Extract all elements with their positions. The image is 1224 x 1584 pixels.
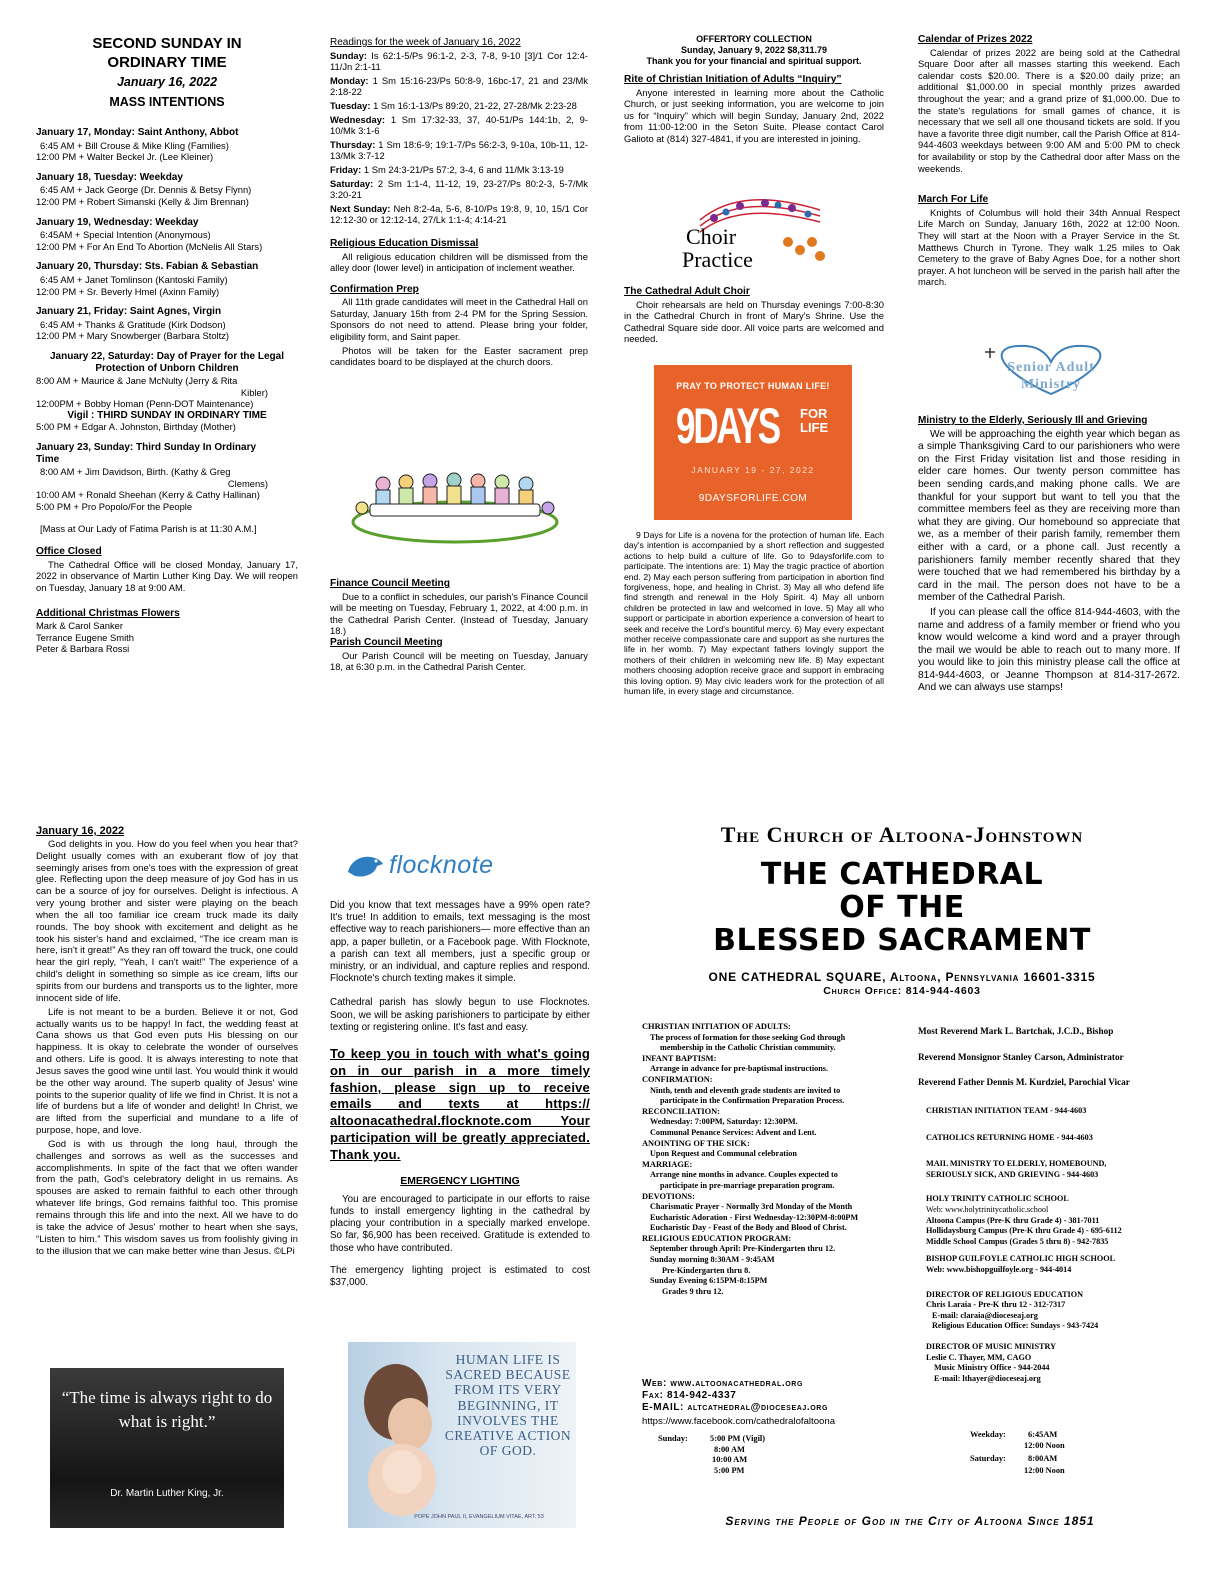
mass-day: January 19, Wednesday: Weekday 6:45AM + Special Intention (Anonymous) 12:00 PM + For An End To Abortion (McNelis All Stars) <box>36 216 263 252</box>
nine-days-url: 9DAYSFORLIFE.COM <box>698 493 808 504</box>
cathedral-title: BLESSED SACRAMENT <box>713 923 1091 958</box>
reflection-paragraph: Life is not meant to be a burden. Believe it or not, God actually wants us to be happy! In fact, the wedding feast at Cana shows us that God even puts His blessing on our happiness. It is okay to celebrate the wonder of ourselves and others. Life is good. It is always interesting to note that Jesus saves the good wine until last. You would think it would be the other way around. The superb quality of Jesus' wine points to the superior quality of life we find in Christ. It is not a life of burdens but a life of wonder and delight! In Christ, we are lifted from the superficial and mundane to a life of purpose, hope, and love. <box>36 1006 298 1137</box>
calendar-prizes-text: Calendar of prizes 2022 are being sold at the Cathedral Square Door after all masses starting this weekend. Each calendar costs $20.00. There is a $20.00 daily prize; an additional $1,000.00 in special monthly prizes awarded throughout the year; and a grand prize of $1,000.00. Due to the state's regulations for small games of chance, it is necessary that we sell all one thousand tickets are sold. If you have a favorite three digit number, call the Parish Office at 814-944-4603 weekdays between 9:00 AM and 5:00 PM to check for availability or stop by the Cathedral door after Mass on the weekends. <box>918 46 1180 174</box>
bird-icon <box>345 850 385 880</box>
adult-choir-text: Choir rehearsals are held on Thursday evenings 7:00-8:30 in the Cathedral Church in front of Mary's Shrine. Use the Cathedral Square side door. All voice parts are welcomed and needed. <box>624 298 884 345</box>
emergency-lighting-text: You are encouraged to participate in our efforts to raise funds to install emergency lighting in the cathedral by placing your contribution in a specially marked envelope. So far, $6,900 has been received. Gratitude is extended to those who have contributed. <box>330 1193 590 1254</box>
page-date: January 16, 2022 <box>116 75 218 89</box>
flocknote-text: Cathedral parish has slowly begun to use Flocknotes. Soon, we will be asking parishioners to participate by either texting or registering online. It's fast and easy. <box>330 997 590 1033</box>
holy-trinity-web-link[interactable]: Web: www.holytrinitycatholic.school <box>926 1204 1049 1214</box>
meeting-table-illustration <box>348 470 562 546</box>
offertory-amount: Sunday, January 9, 2022 $8,311.79 <box>681 45 827 55</box>
human-life-citation: POPE JOHN PAUL II, EVANGELIUM VITAE, ART. 53 <box>414 1514 544 1520</box>
fax-number: Fax: 814-942-4337 <box>642 1390 737 1401</box>
reading: Thursday: 1 Sm 18:6-9; 19:1-7/Ps 56:2-3, 9-10a, 10b-11, 12-13/Mk 3:7-12 <box>330 138 589 162</box>
nine-days-title: 9DAYS <box>676 398 779 454</box>
mass-intentions-column <box>36 34 298 655</box>
ministry-column <box>918 415 1180 697</box>
nine-days-for-life-banner <box>654 365 852 520</box>
offertory-thanks: Thank you for your financial and spiritual support. <box>646 56 862 66</box>
confirmation-heading: Confirmation Prep <box>330 283 419 295</box>
reflection-column <box>36 826 298 1259</box>
adult-choir-heading: The Cathedral Adult Choir <box>624 286 750 297</box>
flocknote-signup: To keep you in touch with what's going on in our parish in a more timely fashion, please sign up to receive emails and texts at https:// altoonacathedral.flocknote.com Your participation will be greatly appreciated. Thank you. <box>330 1046 590 1162</box>
bishop-guilfoyle-web-link[interactable]: Web: www.bishopguilfoyle.org - 944-4014 <box>926 1264 1072 1274</box>
parish-contacts: CHRISTIAN INITIATION TEAM - 944-4603 CATHOLICS RETURNING HOME - 944-4603 MAIL MINISTRY TO ELDERLY, HOMEBOUND, SERIOUSLY SICK, AND GRIEVING - 944-4603 HOLY TRINITY CATHOLIC SCHOOL Web: www.holytrinitycatholic.school Altoona Campus (Pre-K thru Grade 4) - 381-7011 Hollidaysburg Campus (Pre-K thru Grade 4) - 695-6112 Middle School Campus (Grades 5 thru 8) - 942-7835 BISHOP GUILFOYLE CATHOLIC HIGH SCHOOL Web: www.bishopguilfoyle.org - 944-4014 DIRECTOR OF RELIGIOUS EDUCATION Chris Laraia - Pre-K thru 12 - 312-7317 E-mail: claraia@dioceseaj.org Religious Education Office: Sundays - 943-7424 DIRECTOR OF MUSIC MINISTRY Leslie C. Thayer, MM, CAGO Music Ministry Office - 944-2044 E-mail: lthayer@dioceseaj.org <box>926 1106 1180 1384</box>
religious-ed-heading: Religious Education Dismissal <box>330 237 479 249</box>
readings-column <box>330 37 588 370</box>
cathedral-title: OF THE <box>839 890 965 925</box>
practice-word: Practice <box>682 247 753 272</box>
address: ONE CATHEDRAL SQUARE, Altoona, Pennsylvania 16601-3315 <box>708 970 1096 984</box>
march-for-life-text: Knights of Columbus will hold their 34th Annual Respect Life March on Sunday, January 16th, 2022 at 12:00 Noon. They will start at the Noon with a Prayer Service in the St. Matthews Church in Tyrone. They walk 1.25 miles to Oak Cemetery to the grave of Baby Agnes Doe, for a nother short prayer. A hot luncheon will be served in the parish hall after the march. <box>918 206 1180 288</box>
flocknote-text: Did you know that text messages have a 99% open rate? It's true! In addition to emails, text messaging is the most effective way to reach parishioners— more effective than an app, a paper bulletin, or a Facebook page. With Flocknote, a parish can text all members, just a specific group or ministry, or an individual, and capture replies and respond. Flocknote's church texting makes it simple. <box>330 900 590 985</box>
nine-days-dates: JANUARY 19 - 27, 2022 <box>691 465 815 475</box>
mlk-quote-image <box>50 1368 284 1528</box>
pray-text: PRAY TO PROTECT HUMAN LIFE! <box>676 381 830 391</box>
emergency-lighting-heading: EMERGENCY LIGHTING <box>400 1175 520 1187</box>
facebook-link[interactable]: https://www.facebook.com/cathedralofaltoona <box>642 1416 836 1427</box>
choir-practice-graphic <box>680 190 830 276</box>
church-office-phone: Church Office: 814-944-4603 <box>823 985 981 997</box>
page-title: SECOND SUNDAY IN ORDINARY TIME <box>92 35 242 71</box>
office-closed-text: The Cathedral Office will be closed Monday, January 17, 2022 in observance of Martin Luther King Day. We will reopen on Tuesday, January 18 at 9:00 AM. <box>36 558 298 593</box>
mass-day: January 23, Sunday: Third Sunday In Ordinary Time 8:00 AM + Jim Davidson, Birth. (Kathy & Greg Clemens) 10:00 AM + Ronald Sheehan (Kerry & Cathy Hallinan) 5:00 PM + Pro Popolo/For the People <box>36 442 268 513</box>
flower-donor: Peter & Barbara Rossi <box>36 643 130 655</box>
nine-days-text: 9 Days for Life is a novena for the protection of human life. Each day's intention is accompanied by a short reflection and suggested actions to help build a culture of life. Go to 9daysforlife.com to participate. The intentions are: 1) May the tragic practice of abortion end. 2) May each person suffering from participation in abortion find forgiveness, hope, and healing in Christ. 3) May all who defend life find strength and renewal in the Holy Spirit. 4) May all unborn children be protected in law and welcomed in love. 5) May all who support or participate in abortion experience a conversion of heart to seek and receive the Lord's bountiful mercy. 6) May every expectant mother receive compassionate care and support as she nurtures the life in her womb. 7) May expectant fathers lovingly support the mothers of their children in welcoming new life. 8) May expectant mothers choosing adoption receive grace and support in embracing this loving option. 9) May civic leaders work for the protection of all human life, in every stage and circumstance. <box>624 530 884 697</box>
council-column <box>330 578 588 675</box>
human-life-sacred-image <box>348 1342 576 1528</box>
reading: Saturday: 2 Sm 1:1-4, 11-12, 19, 23-27/Ps 80:2-3, 5-7/Mk 3:20-21 <box>330 177 588 201</box>
choir-column <box>624 286 884 347</box>
offertory-heading: OFFERTORY COLLECTION <box>696 34 812 44</box>
mass-day: January 21, Friday: Saint Agnes, Virgin 6:45 AM + Thanks & Gratitude (Kirk Dodson) 12:00 PM + Mary Snowberger (Barbara Stoltz) <box>36 306 230 342</box>
mass-day: January 18, Tuesday: Weekday 6:45 AM + Jack George (Dr. Dennis & Betsy Flynn) 12:00 PM + Robert Simanski (Kelly & Jim Brennan) <box>36 171 252 207</box>
reading: Friday: 1 Sm 24:3-21/Ps 57:2, 3-4, 6 and 11/Mk 3:13-19 <box>330 163 564 175</box>
flower-donor: Mark & Carol Sanker <box>36 620 124 632</box>
parish-council-text: Our Parish Council will be meeting on Tuesday, January 18, at 6:30 p.m. in the Cathedral Parish Center. <box>330 649 588 673</box>
flocknote-word: flocknote <box>389 851 494 879</box>
footer-tagline: Serving the People of God in the City of Altoona Since 1851 <box>725 1514 1095 1528</box>
parish-council-heading: Parish Council Meeting <box>330 636 443 648</box>
reading: Sunday: Is 62:1-5/Ps 96:1-2, 2-3, 7-8, 9-10 [3]/1 Cor 12:4-11/Jn 2:1-11 <box>330 49 589 73</box>
choir-word: Choir <box>686 224 737 249</box>
mass-intentions-heading: MASS INTENTIONS <box>109 95 225 109</box>
finance-council-heading: Finance Council Meeting <box>330 578 450 589</box>
flocknote-column <box>330 900 590 1291</box>
reflection-heading: January 16, 2022 <box>36 825 125 837</box>
religious-ed-text: All religious education children will be dismissed from the alley door (lower level) in anticipation of inclement weather. <box>330 250 588 274</box>
mass-day: January 20, Thursday: Sts. Fabian & Sebastian 6:45 AM + Janet Tomlinson (Kantoski Family) 12:00 PM + Sr. Beverly Hmel (Axinn Family) <box>36 261 259 297</box>
ministry-elderly-text: We will be approaching the eighth year which began as a simple Thanksgiving Card to our parishioners who were on the First Friday visitation list and those residing in elder care homes. Our twenty person committee has been sending cards,and making phone calls. We are thankful for your support but want to tell you that the committee members feel as they are receiving more than what they are giving. Our homebound so appreciate that we, as a member of their parish family, remember them either with a card, or a phone call. Just recently a parishioners family member recently shared that they were touched that we had remembered his birthday by a card in the mail. The person does not have to be a member of the Cathedral Parish. <box>918 428 1180 604</box>
mass-day: January 22, Saturday: Day of Prayer for the Legal Protection of Unborn Children 8:00 AM + Maurice & Jane McNulty (Jerry & Rita Kibler) 12:00PM + Bobby Homan (Penn-DOT Maintenance) Vigil : THIRD SUNDAY IN ORDINARY TIME 5:00 PM + Edgar A. Johnston, Birthday (Mother) <box>36 350 284 433</box>
confirmation-text: All 11th grade candidates will meet in the Cathedral Hall on Saturday, January 15th from 2-4 PM for the Spring Session. Sponsors do not need to attend. Please bring your folder, eligibility form, and Saint paper. <box>330 296 588 343</box>
cathedral-title: THE CATHEDRAL <box>760 857 1044 892</box>
ministry-text: Ministry <box>1020 377 1082 392</box>
dre-email-link[interactable]: E-mail: claraia@dioceseaj.org <box>932 1310 1038 1320</box>
flocknote-logo <box>345 850 545 882</box>
reading: Tuesday: 1 Sm 16:1-13/Ps 89:20, 21-22, 27-28/Mk 2:23-28 <box>330 99 577 111</box>
clergy-list: Most Reverend Mark L. Bartchak, J.C.D., Bishop Reverend Monsignor Stanley Carson, Administrator Reverend Father Dennis M. Kurdziel, Parochial Vicar <box>918 1026 1130 1088</box>
rcia-heading: Rite of Christian Initiation of Adults “Inquiry” <box>624 74 842 85</box>
website-link[interactable]: Web: www.altoonacathedral.org <box>642 1378 803 1389</box>
music-email-link[interactable]: E-mail: lthayer@dioceseaj.org <box>934 1373 1041 1383</box>
human-life-quote: HUMAN LIFE IS SACRED BECAUSE FROM ITS VERY BEGINNING, IT INVOLVES THE CREATIVE ACTION OF GOD. <box>444 1352 572 1459</box>
email-link[interactable]: E-MAIL: altcathedral@dioceseaj.org <box>642 1402 828 1413</box>
readings-heading: Readings for the week of January 16, 2022 <box>330 37 521 48</box>
senior-adult-ministry-logo <box>956 340 1146 396</box>
confirmation-photos-text: Photos will be taken for the Easter sacrament prep candidates board to be displayed at the church doors. <box>330 344 588 368</box>
reflection-paragraph: God delights in you. How do you feel when you hear that? Delight usually comes with an exuberant flow of joy that seemingly arises from one's toes with the expression of great glee. Reflecting upon the deep measure of joy God has in us can be a source of joy for ourselves. Delight is infectious. A very young brother and sister were playing on the beach when the all too familiar ice cream truck made its daily rounds. The boy shook with excitement and delight as he took his sister's hand and exclaimed, “The ice cream man is here, isn't it great!” As they ran off toward the truck, one could hear the girl reply, “Yeah, I can't wait!” The experience of a child's delight in something so simple as ice cream, lifts our spirits from our burdens and transports us to the lighter, more innocent side of life. <box>36 838 298 1004</box>
finance-council-text: Due to a conflict in schedules, our parish's Finance Council will be meeting on Tuesday, February 1, 2022, at 4:00 p.m. in the Cathedral Parish Center. (Instead of Tuesday, January 18.) <box>330 590 588 637</box>
office-closed-heading: Office Closed <box>36 546 102 558</box>
reading: Monday: 1 Sm 15:16-23/Ps 50:8-9, 16bc-17, 21 and 23/Mk 2:18-22 <box>330 74 588 98</box>
mother-baby-icon <box>348 1342 458 1528</box>
reading: Next Sunday: Neh 8:2-4a, 5-6, 8-10/Ps 19:8, 9, 10, 15/1 Cor 12:12-30 or 12:12-14, 27/Lk 1:1-4; 4:14-21 <box>330 202 588 226</box>
sacraments-list: CHRISTIAN INITIATION OF ADULTS: The process of formation for those seeking God through membership in the Catholic Christian community. INFANT BAPTISM: Arrange in advance for pre-baptismal instructions. CONFIRMATION: Ninth, tenth and eleventh grade students are invited to participate in the Confirmation Preparation Process. RECONCILIATION: Wednesday: 7:00PM, Saturday: 12:30PM. Communal Penance Services: Advent and Lent. ANOINTING OF THE SICK: Upon Request and Communal celebration MARRIAGE: Arrange nine months in advance. Couples expected to participate in pre-marriage preparation program. DEVOTIONS: Charismatic Prayer - Normally 3rd Monday of the Month Eucharistic Adoration - First Wednesday-12:30PM-8:00PM Eucharistic Day - Feast of the Body and Blood of Christ. RELIGIOUS EDUCATION PROGRAM: September through April: Pre-Kindergarten thru 12. Sunday morning 8:30AM - 9:45AM Pre-Kindergarten thru 8. Sunday Evening 6:15PM-8:15PM Grades 9 thru 12. <box>642 1022 859 1296</box>
flower-donor: Terrance Eugene Smith <box>36 631 134 643</box>
senior-adult-text: Senior Adult <box>1007 360 1095 375</box>
quote-text: “The time is always right to do what is right.” <box>61 1388 273 1431</box>
ministry-elderly-contact: If you can please call the office 814-944-4603, with the name and address of a family member or friend who you know would welcome a kind word and a prayer through the mail we would be able to reach out to many more. If you would like to join this ministry please call the office at 814-944-4603, or Jeanne Thompson at 814-317-2672. And we can always use stamps! <box>918 606 1180 694</box>
for-word: FOR <box>800 406 828 421</box>
life-word: LIFE <box>800 420 829 435</box>
ministry-elderly-heading: Ministry to the Elderly, Seriously Ill and Grieving <box>918 415 1148 426</box>
quote-author: Dr. Martin Luther King, Jr. <box>110 1488 224 1499</box>
rcia-text: Anyone interested in learning more about the Catholic Church, or just seeking information, you are welcome to join us for “Inquiry” which will begin Sunday, January 2nd, 2022 from 11:00-12:00 in the Seton Suite. Please contact Carol Galioto at (814) 327-4841, if you are interested in joining. <box>624 86 884 144</box>
mass-day: January 17, Monday: Saint Anthony, Abbot 6:45 AM + Bill Crouse & Mike Kling (Families) 12:00 PM + Walter Beckel Jr. (Lee Kleiner) <box>36 127 239 163</box>
christmas-flowers-heading: Additional Christmas Flowers <box>36 607 180 619</box>
offertory-column <box>624 34 884 147</box>
calendar-prizes-heading: Calendar of Prizes 2022 <box>918 34 1033 45</box>
reading: Wednesday: 1 Sm 17:32-33, 37, 40-51/Ps 144:1b, 2, 9-10/Mk 3:1-6 <box>330 113 588 137</box>
contact-links <box>642 1378 912 1428</box>
masthead <box>624 822 1180 998</box>
fatima-note: [Mass at Our Lady of Fatima Parish is at 11:30 A.M.] <box>40 522 257 534</box>
prizes-column <box>918 34 1180 290</box>
emergency-lighting-cost: The emergency lighting project is estimated to cost $37,000. <box>330 1264 590 1289</box>
reflection-paragraph: God is with us through the long haul, through the challenges and sorrows as well as the successes and accomplishments. In spite of the fact that we often wander from the path, God's celebratory delight in us remains. As spouses are asked to remain faithful to each other through whatever life brings, God remains faithful too. This promise remains through this life and into the next. All we have to do is take the advice of Jesus' mother to heart when she says, “Listen to him.” This wisdom saves us from foolishly giving in to the illusion that we can make better wine than Jesus. ©LPi <box>36 1138 298 1257</box>
march-for-life-heading: March For Life <box>918 194 989 206</box>
church-name: The Church of Altoona-Johnstown <box>720 822 1084 847</box>
